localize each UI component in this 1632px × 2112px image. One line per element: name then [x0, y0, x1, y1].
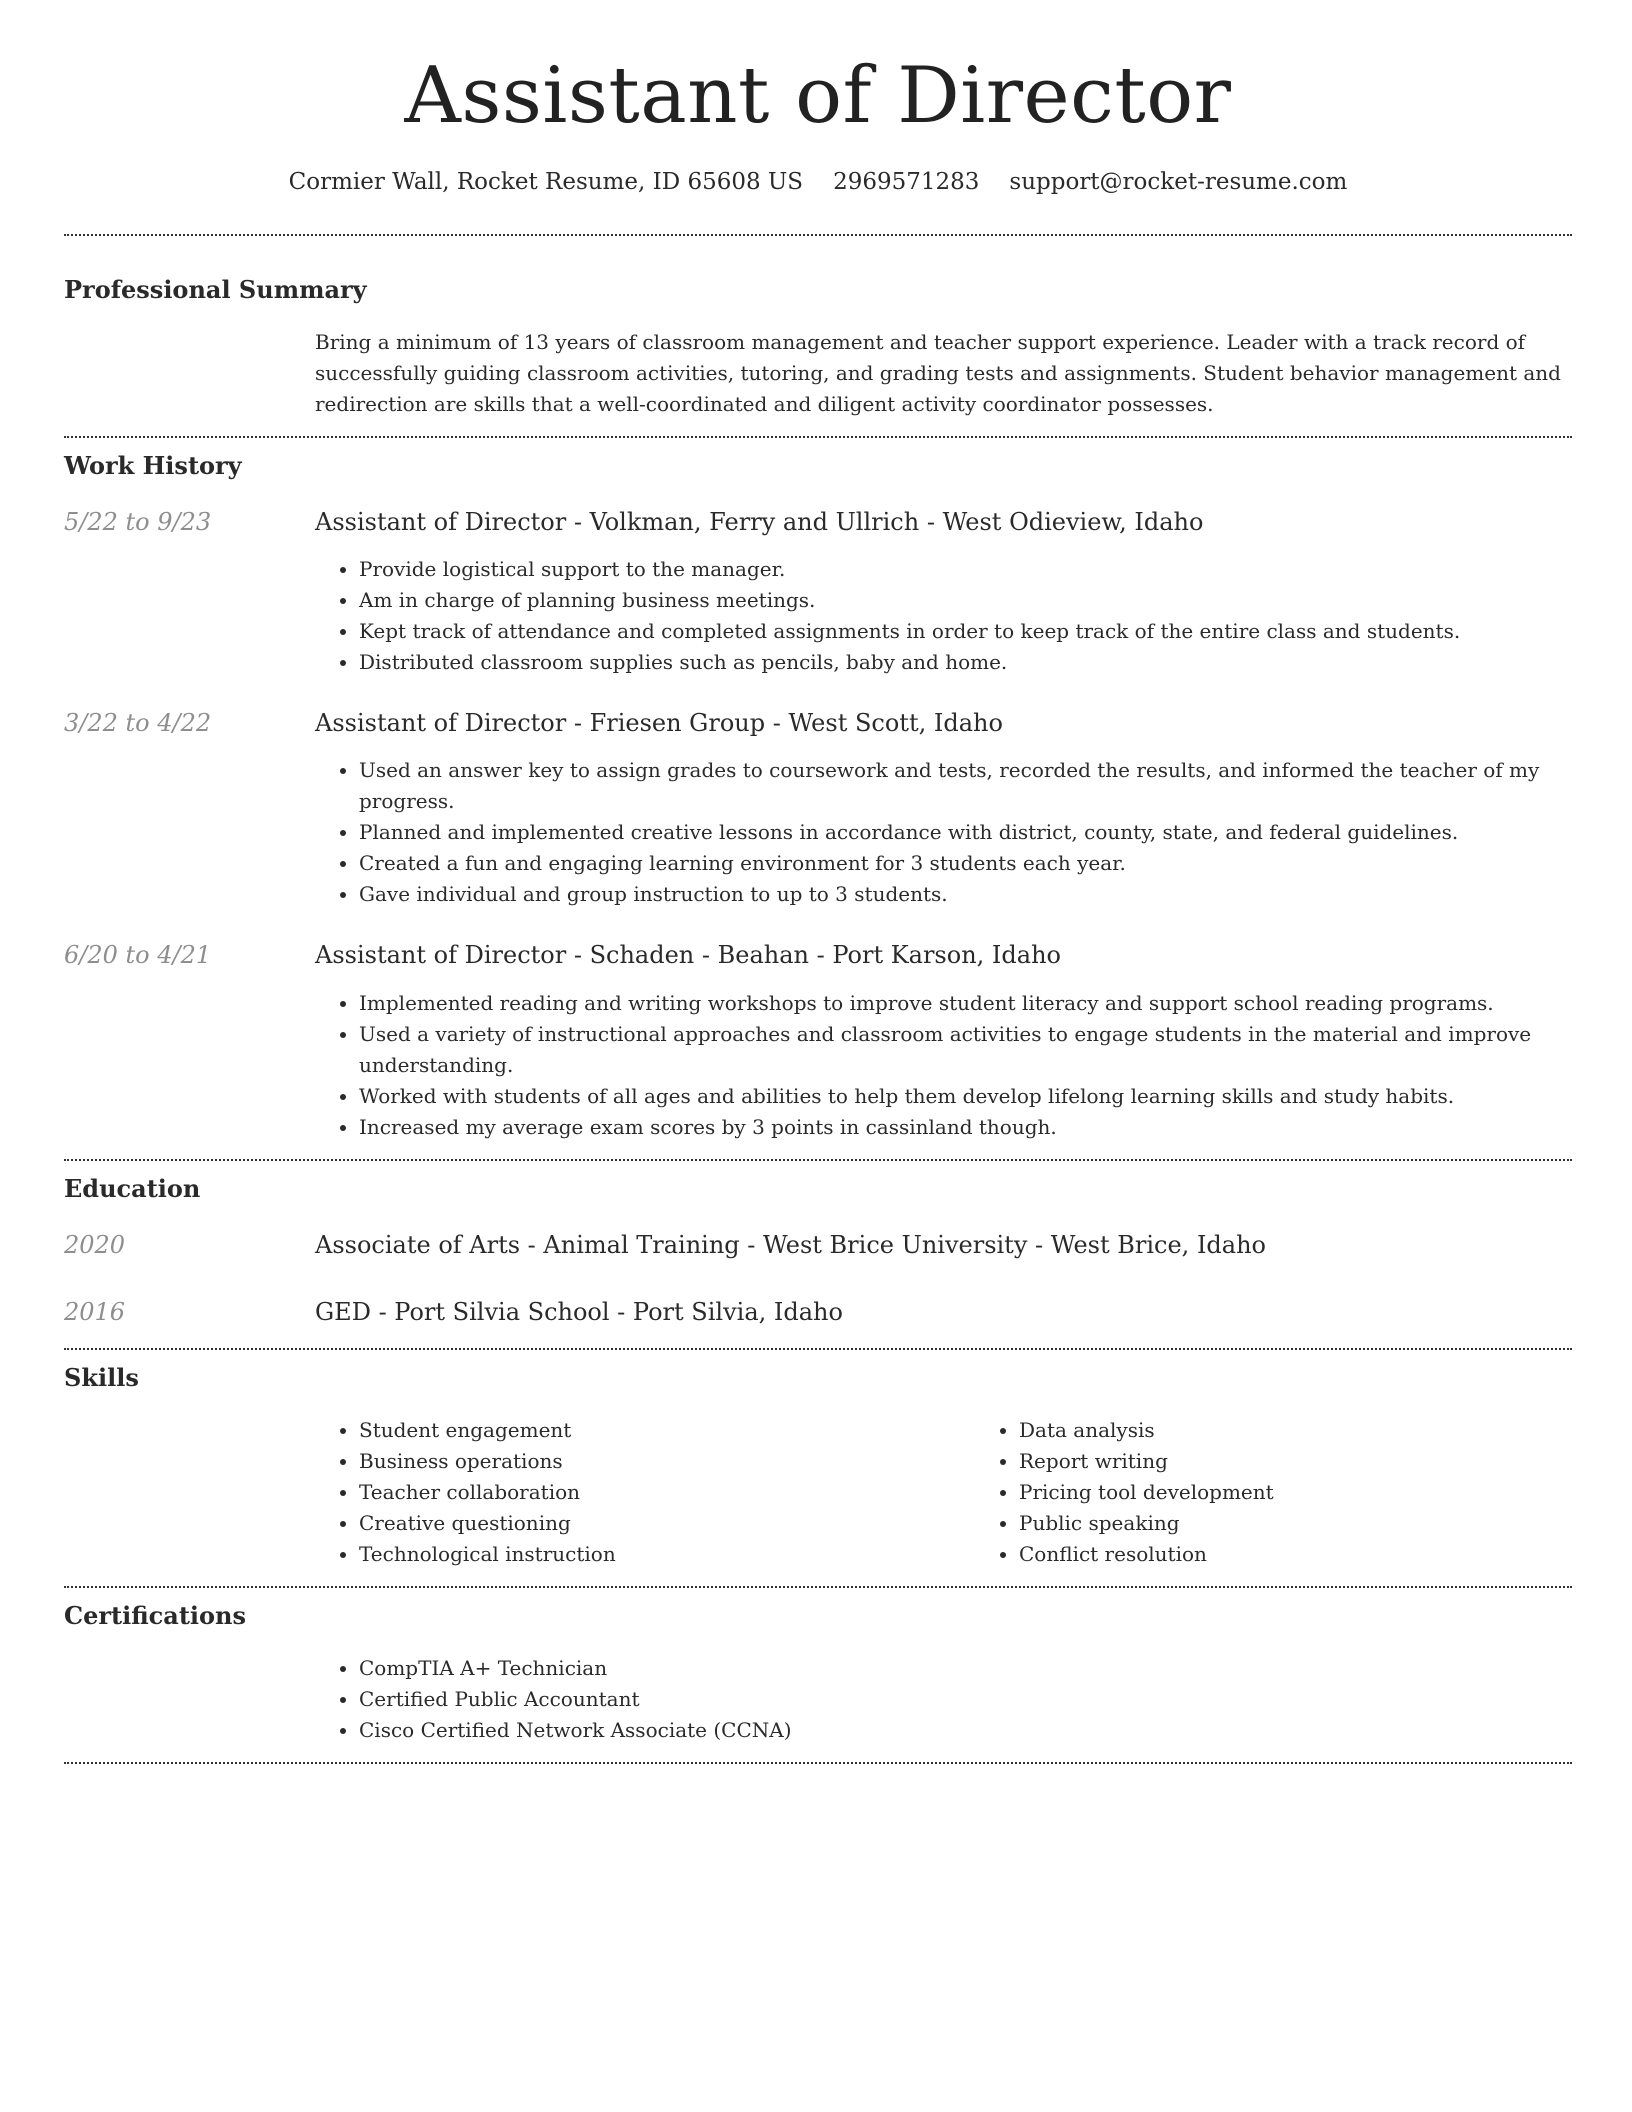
- list-item: • Teacher collaboration: [359, 1477, 975, 1508]
- certifications-heading: Certifications: [64, 1601, 247, 1631]
- list-item: • Cisco Certified Network Associate (CCNA): [359, 1715, 1572, 1746]
- list-item: • Am in charge of planning business meetings.: [359, 585, 1572, 616]
- skills-heading: Skills: [64, 1363, 139, 1393]
- education-heading: Education: [64, 1173, 201, 1203]
- list-item: • Conflict resolution: [1019, 1539, 1632, 1570]
- section-divider: [64, 234, 1572, 236]
- job-entry: [64, 940, 1572, 1142]
- list-item: • Planned and implemented creative lessons in accordance with district, county, state, and federal guidelines.: [359, 817, 1572, 848]
- work-history-section: [64, 450, 1572, 1143]
- education-date: 2020: [64, 1230, 126, 1259]
- list-item: • Creative questioning: [359, 1508, 975, 1539]
- education-date: 2016: [64, 1297, 126, 1326]
- list-item: • Student engagement: [359, 1415, 975, 1446]
- job-entry: [64, 708, 1572, 910]
- contact-address: Cormier Wall, Rocket Resume, ID 65608 US: [288, 168, 804, 195]
- list-item: • Provide logistical support to the manager.: [359, 554, 1572, 585]
- list-item: • CompTIA A+ Technician: [359, 1653, 1572, 1684]
- section-divider: [64, 1586, 1572, 1588]
- skills-column-right: [975, 1415, 1632, 1570]
- certifications-section: [64, 1600, 1572, 1746]
- summary-text: Bring a minimum of 13 years of classroom management and teacher support experience. Leader with a track record of successfully guiding classroom activities, tutoring, and grading tests and assignments. Student behavior management and redirection are skills that a well-coordinated and diligent activity coordinator possesses.: [315, 329, 1561, 416]
- work-history-heading: Work History: [64, 450, 242, 480]
- job-date: 5/22 to 9/23: [64, 507, 212, 536]
- job-bullets: [315, 554, 1572, 678]
- list-item: • Certified Public Accountant: [359, 1684, 1572, 1715]
- candidate-name: Assistant of Director: [404, 51, 1232, 141]
- list-item: • Pricing tool development: [1019, 1477, 1632, 1508]
- list-item: • Public speaking: [1019, 1508, 1632, 1539]
- list-item: • Created a fun and engaging learning environment for 3 students each year.: [359, 848, 1572, 879]
- list-item: • Data analysis: [1019, 1415, 1632, 1446]
- job-date: 6/20 to 4/21: [64, 941, 212, 970]
- summary-heading: Professional Summary: [64, 274, 367, 304]
- list-item: • Business operations: [359, 1446, 975, 1477]
- list-item: • Technological instruction: [359, 1539, 975, 1570]
- list-item: • Increased my average exam scores by 3 points in cassinland though.: [359, 1112, 1572, 1143]
- section-divider: [64, 1348, 1572, 1350]
- list-item: • Report writing: [1019, 1446, 1632, 1477]
- education-entry: [64, 1297, 1572, 1328]
- contact-phone: 2969571283: [833, 168, 980, 195]
- section-divider: [64, 1762, 1572, 1764]
- summary-section: [64, 274, 1572, 420]
- list-item: • Used a variety of instructional approaches and classroom activities to engage students in the material and improve understanding.: [359, 1019, 1572, 1081]
- list-item: • Implemented reading and writing workshops to improve student literacy and support school reading programs.: [359, 988, 1572, 1019]
- job-title: Assistant of Director - Schaden - Beahan - Port Karson, Idaho: [315, 941, 1061, 970]
- certifications-list: [315, 1653, 1572, 1746]
- job-bullets: [315, 988, 1572, 1143]
- list-item: • Distributed classroom supplies such as pencils, baby and home.: [359, 647, 1572, 678]
- skills-column-left: [315, 1415, 975, 1570]
- skills-section: [64, 1362, 1572, 1570]
- resume-header: [64, 0, 1572, 198]
- contact-line: [64, 168, 1572, 198]
- job-entry: [64, 507, 1572, 678]
- job-bullets: [315, 755, 1572, 910]
- list-item: • Gave individual and group instruction to up to 3 students.: [359, 879, 1572, 910]
- list-item: • Worked with students of all ages and abilities to help them develop lifelong learning skills and study habits.: [359, 1081, 1572, 1112]
- skills-list: [315, 1415, 1632, 1570]
- contact-email: support@rocket-resume.com: [1009, 168, 1348, 195]
- job-date: 3/22 to 4/22: [64, 709, 212, 738]
- education-section: [64, 1173, 1572, 1329]
- resume-page: [64, 0, 1572, 1764]
- education-title: GED - Port Silvia School - Port Silvia, Idaho: [315, 1297, 843, 1326]
- section-divider: [64, 436, 1572, 438]
- education-title: Associate of Arts - Animal Training - West Brice University - West Brice, Idaho: [315, 1230, 1266, 1259]
- section-divider: [64, 1159, 1572, 1161]
- job-title: Assistant of Director - Friesen Group - West Scott, Idaho: [315, 709, 1003, 738]
- list-item: • Used an answer key to assign grades to coursework and tests, recorded the results, and informed the teacher of my progress.: [359, 755, 1572, 817]
- list-item: • Kept track of attendance and completed assignments in order to keep track of the entire class and students.: [359, 616, 1572, 647]
- job-title: Assistant of Director - Volkman, Ferry and Ullrich - West Odieview, Idaho: [315, 507, 1204, 536]
- education-entry: [64, 1230, 1572, 1261]
